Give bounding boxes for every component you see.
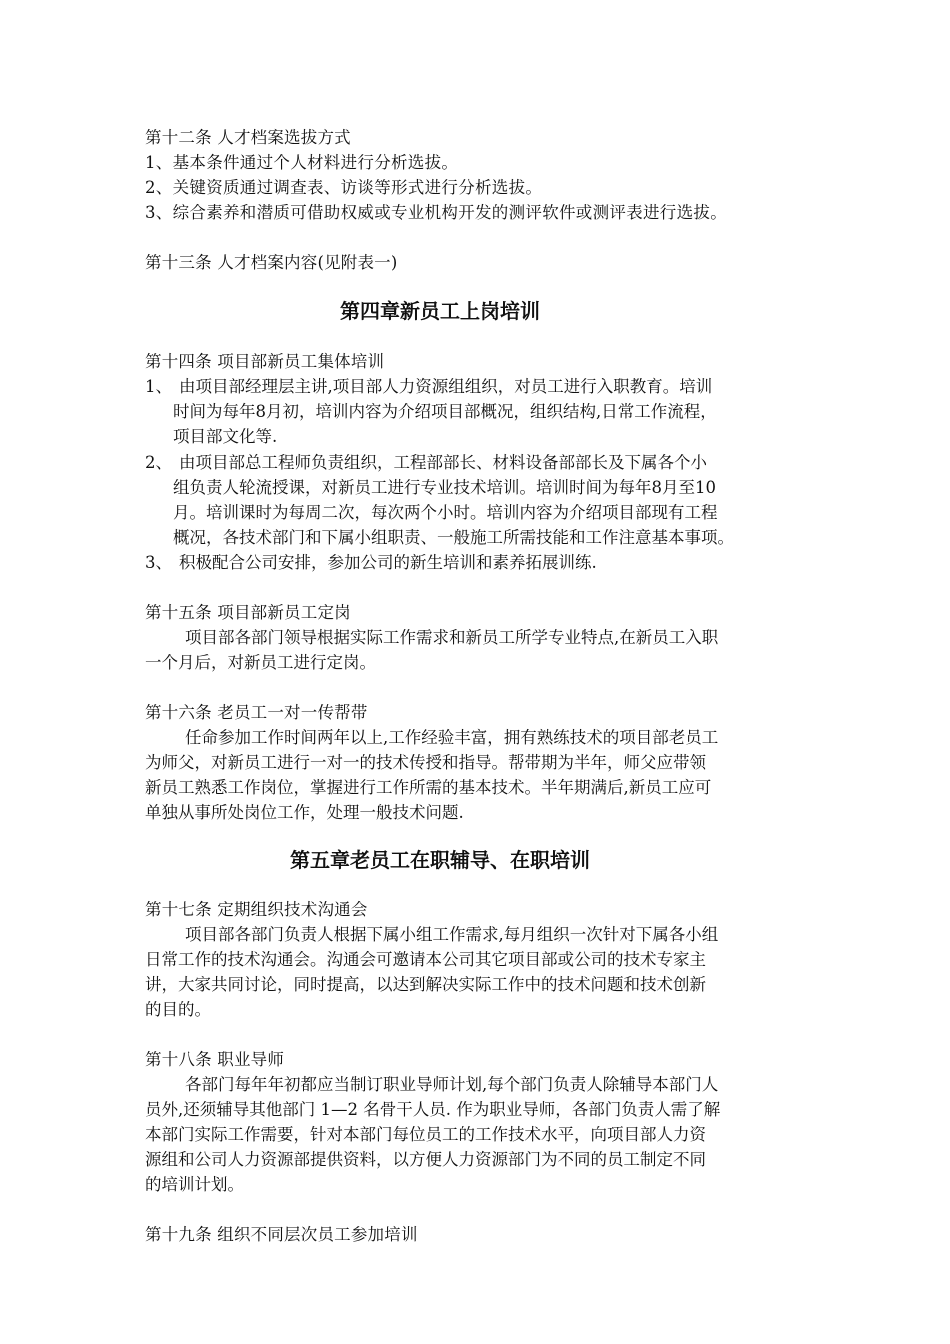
article-14-item-1-line-2: 时间为每年8月初，培训内容为介绍项目部概况，组织结构,日常工作流程， (173, 402, 717, 421)
article-18-line-1: 各部门每年年初都应当制订职业导师计划,每个部门负责人除辅导本部门人 (185, 1075, 719, 1094)
article-17-line-1: 项目部各部门负责人根据下属小组工作需求,每月组织一次针对下属各小组 (185, 925, 719, 944)
article-18-line-5: 的培训计划。 (145, 1175, 244, 1194)
article-14-item-3-text: 积极配合公司安排，参加公司的新生培训和素养拓展训练. (179, 553, 597, 572)
article-14-item-1-text: 由项目部经理层主讲,项目部人力资源组组织，对员工进行入职教育。培训 (179, 377, 713, 396)
article-12-item-1: 1、基本条件通过个人材料进行分析选拔。 (145, 153, 459, 172)
article-14-item-1-line-3: 项目部文化等. (173, 427, 278, 446)
article-14-title: 第十四条 项目部新员工集体培训 (145, 352, 385, 371)
article-17-line-4: 的目的。 (145, 1000, 211, 1019)
chapter-4-heading: 第四章新员工上岗培训 (340, 299, 540, 323)
article-19-title: 第十九条 组织不同层次员工参加培训 (145, 1225, 418, 1244)
article-18-title: 第十八条 职业导师 (145, 1050, 285, 1069)
article-18-line-3: 本部门实际工作需要，针对本部门每位员工的工作技术水平，向项目部人力资 (145, 1125, 706, 1144)
article-15-title: 第十五条 项目部新员工定岗 (145, 603, 351, 622)
article-14-item-1-line-1 (145, 374, 712, 400)
article-16-line-3: 新员工熟悉工作岗位，掌握进行工作所需的基本技术。半年期满后,新员工应可 (145, 778, 712, 797)
article-14-item-2-text: 由项目部总工程师负责组织，工程部部长、材料设备部部长及下属各个小 (179, 453, 707, 472)
article-17-title: 第十七条 定期组织技术沟通会 (145, 900, 368, 919)
article-16-title: 第十六条 老员工一对一传帮带 (145, 703, 368, 722)
article-12-item-3: 3、综合素养和潜质可借助权威或专业机构开发的测评软件或测评表进行选拔。 (145, 203, 727, 222)
article-15-line-1: 项目部各部门领导根据实际工作需求和新员工所学专业特点,在新员工入职 (185, 628, 719, 647)
article-16-line-1: 任命参加工作时间两年以上,工作经验丰富，拥有熟练技术的项目部老员工 (185, 728, 719, 747)
article-17-line-3: 讲，大家共同讨论，同时提高，以达到解决实际工作中的技术问题和技术创新 (145, 975, 706, 994)
article-16-line-2: 为师父，对新员工进行一对一的技术传授和指导。帮带期为半年，师父应带领 (145, 753, 706, 772)
article-14-item-2-line-4: 概况，各技术部门和下属小组职责、一般施工所需技能和工作注意基本事项。 (173, 528, 734, 547)
article-14-item-2-line-2: 组负责人轮流授课，对新员工进行专业技术培训。培训时间为每年8月至10 (173, 478, 716, 497)
article-14-item-2-line-3: 月。培训课时为每周二次，每次两个小时。培训内容为介绍项目部现有工程 (173, 503, 718, 522)
article-13-title: 第十三条 人才档案内容(见附表一) (145, 253, 398, 272)
article-12-item-2: 2、关键资质通过调查表、访谈等形式进行分析选拔。 (145, 178, 543, 197)
article-14-item-2-line-1 (145, 450, 707, 476)
article-14-item-1-number: 1、 (145, 377, 172, 396)
article-16-line-4: 单独从事所处岗位工作，处理一般技术问题. (145, 803, 464, 822)
article-15-line-2: 一个月后，对新员工进行定岗。 (145, 653, 376, 672)
article-14-item-3-line-1 (145, 550, 597, 576)
article-14-item-3-number: 3、 (145, 553, 172, 572)
article-17-line-2: 日常工作的技术沟通会。沟通会可邀请本公司其它项目部或公司的技术专家主 (145, 950, 706, 969)
article-12-title: 第十二条 人才档案选拔方式 (145, 128, 351, 147)
article-14-item-2-number: 2、 (145, 453, 172, 472)
article-18-line-4: 源组和公司人力资源部提供资料，以方便人力资源部门为不同的员工制定不同 (145, 1150, 706, 1169)
article-18-line-2: 员外,还须辅导其他部门 1—2 名骨干人员. 作为职业导师，各部门负责人需了解 (145, 1100, 721, 1119)
chapter-5-heading: 第五章老员工在职辅导、在职培训 (290, 848, 590, 872)
